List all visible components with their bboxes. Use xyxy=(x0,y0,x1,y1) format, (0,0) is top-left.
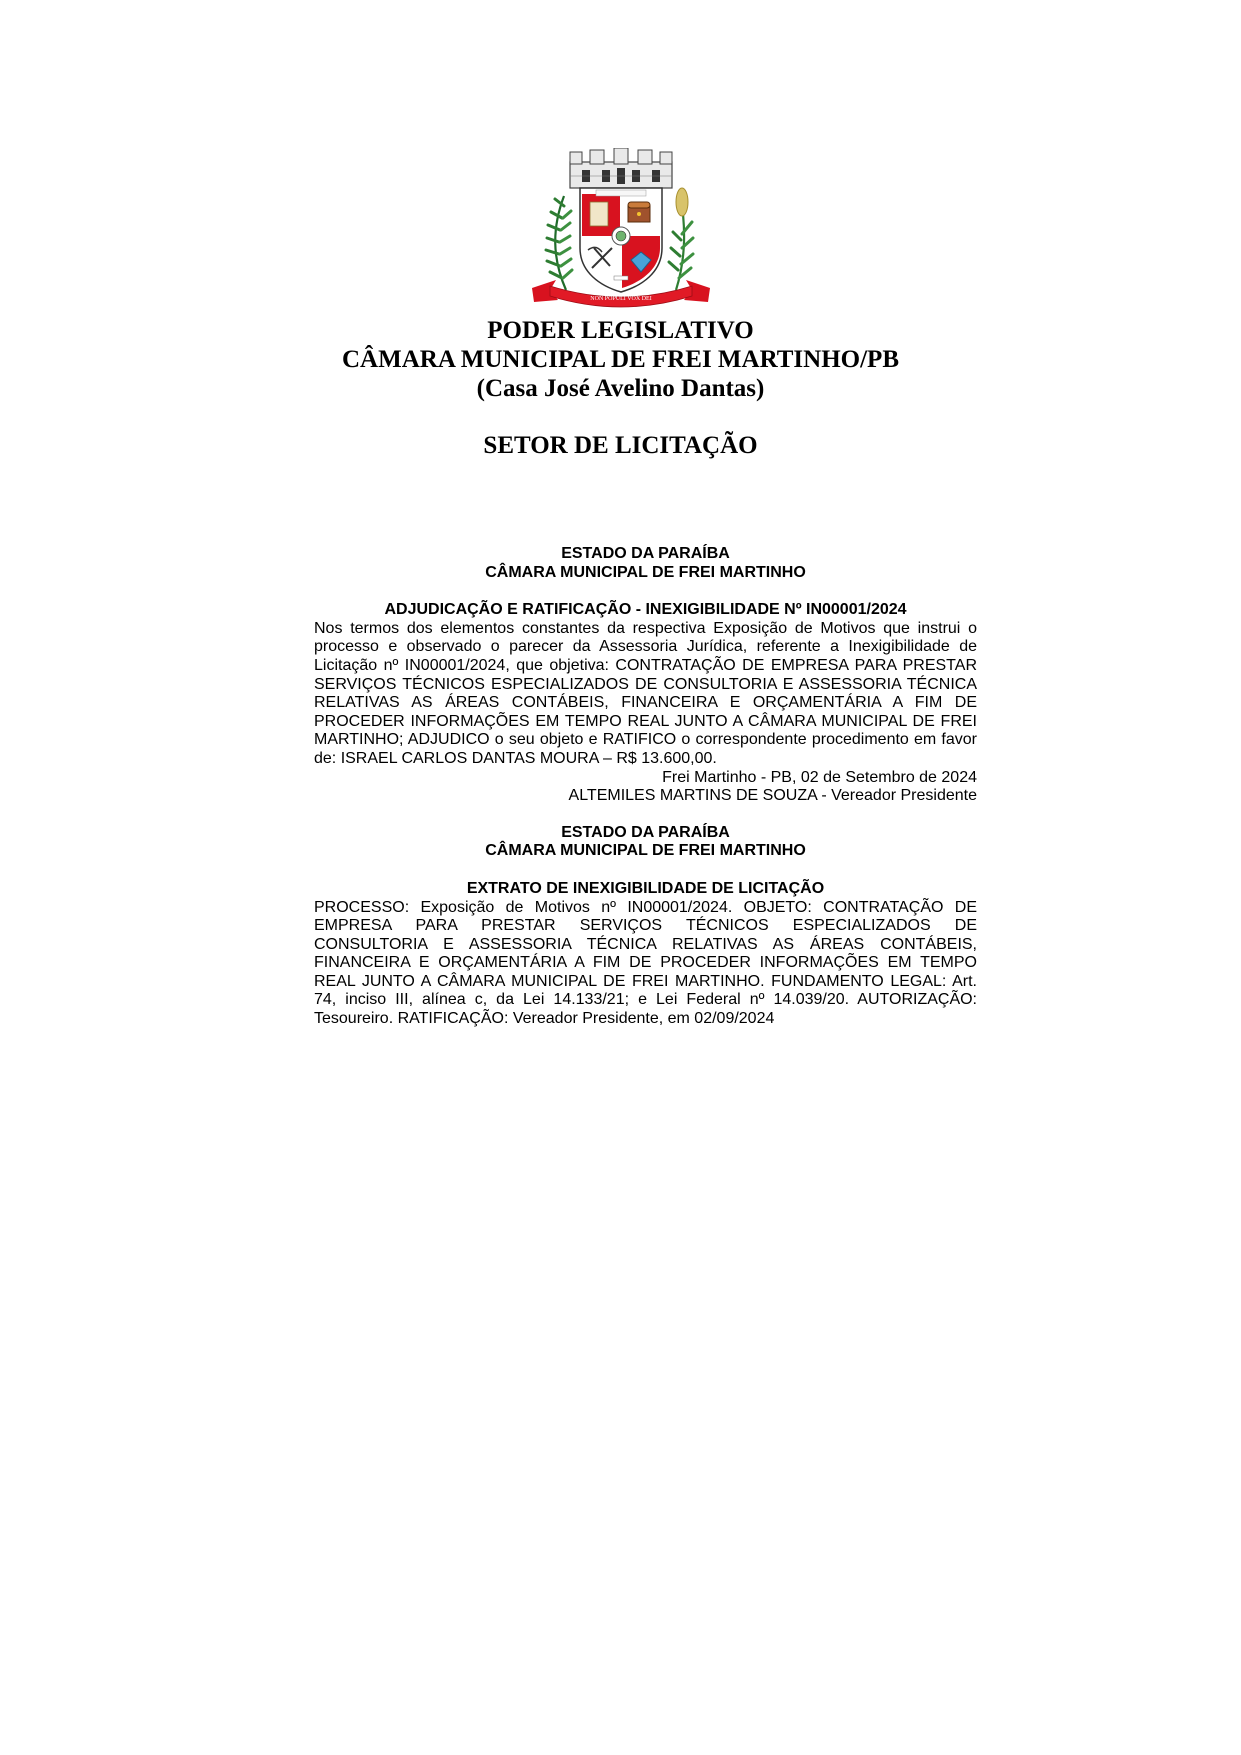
shield xyxy=(580,188,662,292)
letterhead xyxy=(300,316,941,403)
motto-text: NON POPULI VOX DEI xyxy=(590,296,652,302)
section2-body: PROCESSO: Exposição de Motivos nº IN00001/2024. OBJETO: CONTRATAÇÃO DE EMPRESA PARA PRESTAR SERVIÇOS TÉCNICOS ESPECIALIZADOS DE CONSULTORIA E ASSESSORIA TÉCNICA RELATIVAS AS ÁREAS CONTÁBEIS, FINANCEIRA E ORÇAMENTÁRIA A FIM DE PROCEDER INFORMAÇÕES EM TEMPO REAL JUNTO A CÂMARA MUNICIPAL DE FREI MARTINHO. FUNDAMENTO LEGAL: Art. 74, inciso III, alínea c, da Lei 14.133/21; e Lei Federal nº 14.039/20. AUTORIZAÇÃO: Tesoureiro. RATIFICAÇÃO: Vereador Presidente, em 02/09/2024 xyxy=(314,898,977,1028)
section1-place-date: Frei Martinho - PB, 02 de Setembro de 2024 xyxy=(662,768,977,786)
section1-title: ADJUDICAÇÃO E RATIFICAÇÃO - INEXIGIBILIDADE Nº IN00001/2024 xyxy=(384,601,907,619)
section2-title: EXTRATO DE INEXIGIBILIDADE DE LICITAÇÃO xyxy=(466,879,825,897)
sector-title: SETOR DE LICITAÇÃO xyxy=(483,432,758,459)
coat-of-arms xyxy=(530,148,712,308)
section1-signature: ALTEMILES MARTINS DE SOUZA - Vereador Presidente xyxy=(568,787,977,805)
section2-chamber: CÂMARA MUNICIPAL DE FREI MARTINHO xyxy=(485,842,806,860)
mural-crown xyxy=(570,148,672,188)
section1-state: ESTADO DA PARAÍBA xyxy=(561,545,730,562)
coat-of-arms-graphic xyxy=(530,148,712,308)
corn-plant-right xyxy=(669,188,693,290)
section1-chamber: CÂMARA MUNICIPAL DE FREI MARTINHO xyxy=(485,563,806,581)
letterhead-line-3: (Casa José Avelino Dantas) xyxy=(476,375,765,402)
document-body xyxy=(314,545,977,1029)
letterhead-line-1: PODER LEGISLATIVO xyxy=(487,317,754,344)
section1-body: Nos termos dos elementos constantes da respectiva Exposição de Motivos que instrui o processo e observado o parecer da Assessoria Jurídica, referente a Inexigibilidade de Licitação nº IN00001/2024, que objetiva: CONTRATAÇÃO DE EMPRESA PARA PRESTAR SERVIÇOS TÉCNICOS ESPECIALIZADOS DE CONSULTORIA E ASSESSORIA TÉCNICA RELATIVAS AS ÁREAS CONTÁBEIS, FINANCEIRA E ORÇAMENTÁRIA A FIM DE PROCEDER INFORMAÇÕES EM TEMPO REAL JUNTO A CÂMARA MUNICIPAL DE FREI MARTINHO; ADJUDICO o seu objeto e RATIFICO o correspondente procedimento em favor de: ISRAEL CARLOS DANTAS MOURA – R$ 13.600,00. xyxy=(314,619,977,767)
palm-branch-left xyxy=(546,196,572,290)
section2-state: ESTADO DA PARAÍBA xyxy=(561,823,730,841)
letterhead-line-2: CÂMARA MUNICIPAL DE FREI MARTINHO/PB xyxy=(342,346,899,373)
